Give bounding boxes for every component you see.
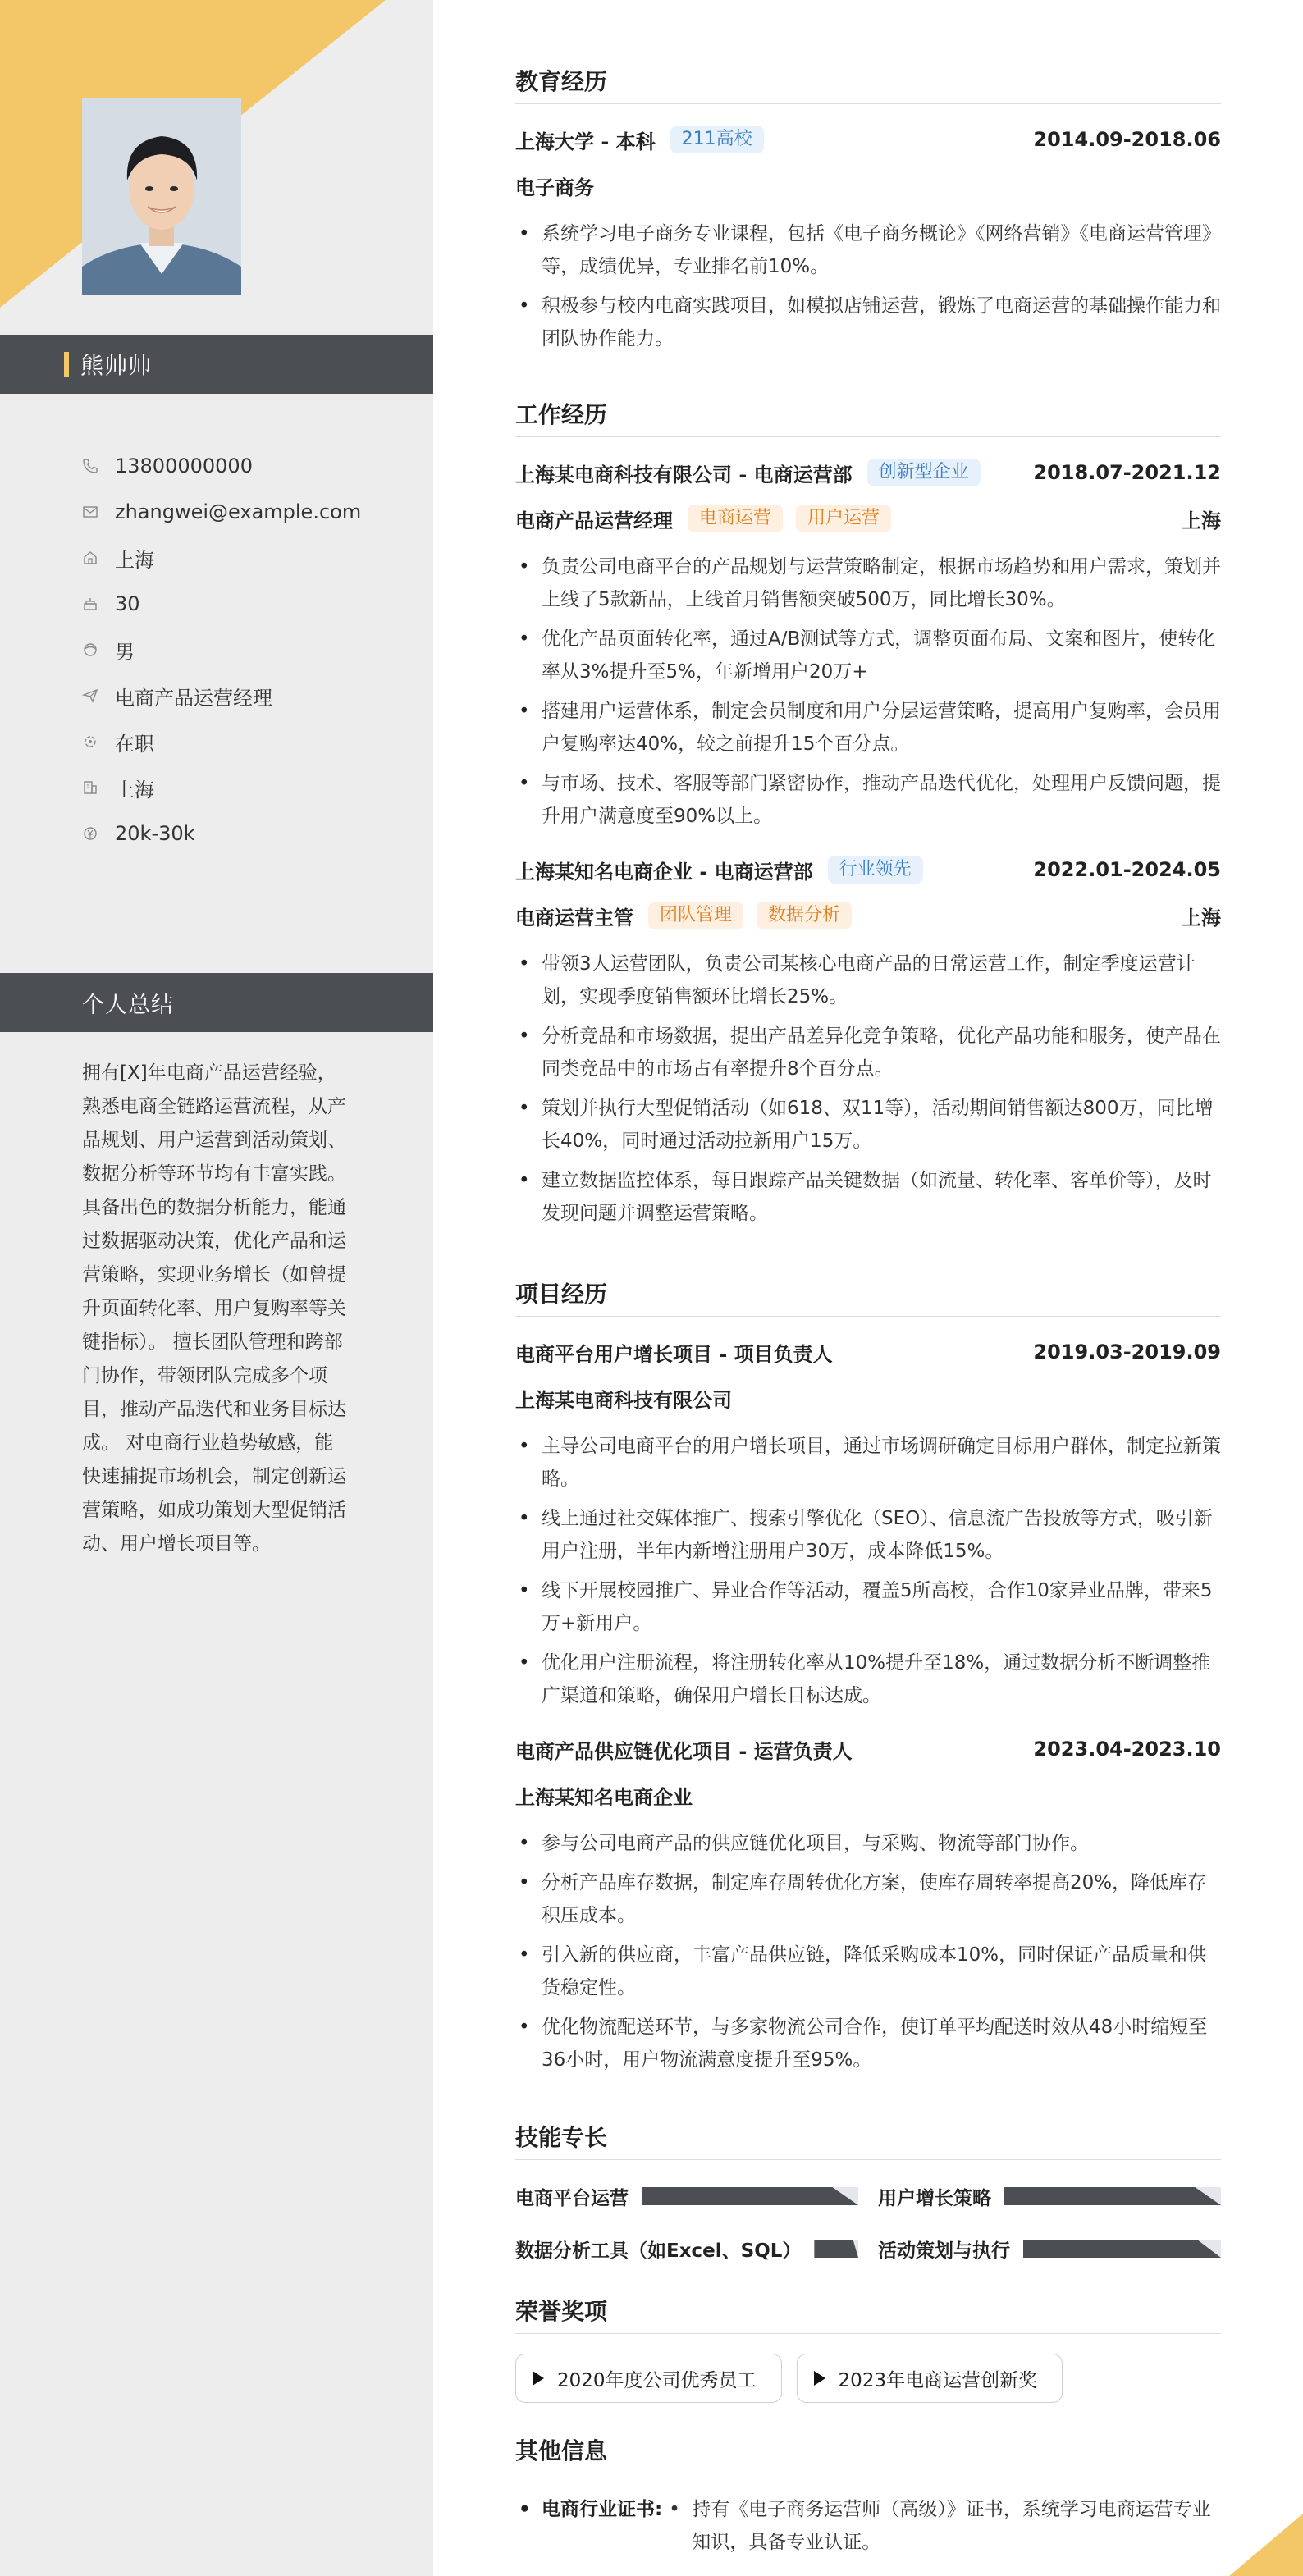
salary-icon bbox=[82, 825, 98, 842]
skill-item bbox=[878, 2232, 1221, 2265]
contact-list bbox=[82, 443, 410, 856]
list-item: • 引入新的供应商，丰富产品供应链，降低采购成本10%，同时保证产品质量和供货稳定性。 bbox=[515, 1939, 1221, 2004]
job-2-role-tag-1: 团队管理 bbox=[648, 902, 743, 929]
project-2-org: 上海某知名电商企业 bbox=[515, 1785, 693, 1809]
project-1-org-row bbox=[515, 1382, 1221, 1414]
gender-icon bbox=[82, 642, 98, 658]
job-1-date: 2018.07-2021.12 bbox=[1033, 461, 1221, 484]
education-head bbox=[515, 124, 1221, 155]
skills-section bbox=[515, 2120, 1221, 2265]
skill-name: 活动策划与执行 bbox=[878, 2240, 1010, 2262]
contact-email-text: zhangwei@example.com bbox=[115, 500, 362, 523]
building-icon bbox=[82, 779, 98, 796]
list-item: • 搭建用户运营体系，制定会员制度和用户分层运营策略，提高用户复购率，会员用户复购率达40%，较之前提升15个百分点。 bbox=[515, 695, 1221, 760]
skill-bar-fill bbox=[1004, 2187, 1221, 2205]
contact-city-text: 上海 bbox=[115, 778, 154, 802]
contact-phone-text: 13800000000 bbox=[115, 454, 253, 477]
job-2-role-row bbox=[515, 900, 1221, 931]
education-bullets bbox=[515, 217, 1221, 355]
contact-position-text: 电商产品运营经理 bbox=[115, 686, 272, 710]
project-1-org: 上海某电商科技有限公司 bbox=[515, 1388, 732, 1412]
contact-phone bbox=[82, 443, 410, 489]
job-1-bullets bbox=[515, 550, 1221, 833]
awards-title: 荣誉奖项 bbox=[515, 2294, 1221, 2334]
contact-email bbox=[82, 489, 410, 535]
contact-salary-text: 20k-30k bbox=[115, 822, 195, 845]
contact-status-text: 在职 bbox=[115, 732, 154, 756]
skill-bar bbox=[814, 2240, 858, 2258]
contact-location bbox=[82, 535, 410, 581]
list-item: • 参与公司电商产品的供应链优化项目，与采购、物流等部门协作。 bbox=[515, 1827, 1221, 1860]
job-entry-1 bbox=[515, 457, 1221, 833]
skill-bar-fill bbox=[814, 2240, 858, 2258]
education-section bbox=[515, 64, 1221, 362]
mail-icon bbox=[82, 504, 98, 520]
contact-position bbox=[82, 673, 410, 719]
job-2-role: 电商运营主管 bbox=[515, 906, 633, 929]
play-icon bbox=[533, 2371, 544, 2386]
cake-icon bbox=[82, 596, 98, 612]
work-section bbox=[515, 397, 1221, 1236]
job-2-role-tag-2: 数据分析 bbox=[757, 902, 852, 929]
job-1-city: 上海 bbox=[1182, 509, 1221, 532]
list-item: • 优化物流配送环节，与多家物流公司合作，使订单平均配送时效从48小时缩短至36小时，用户物流满意度提升至95%。 bbox=[515, 2011, 1221, 2076]
skill-bar-fill bbox=[642, 2187, 858, 2205]
job-1-head bbox=[515, 457, 1221, 488]
project-1-head bbox=[515, 1336, 1221, 1368]
education-major: 电子商务 bbox=[515, 176, 594, 199]
project-2-org-row bbox=[515, 1779, 1221, 1811]
summary-title: 个人总结 bbox=[82, 992, 174, 1018]
skill-item bbox=[515, 2232, 858, 2265]
contact-location-text: 上海 bbox=[115, 548, 154, 572]
contact-salary bbox=[82, 811, 410, 856]
project-2-date: 2023.04-2023.10 bbox=[1033, 1738, 1221, 1761]
phone-icon bbox=[82, 458, 98, 474]
list-item: • 带领3人运营团队，负责公司某核心电商产品的日常运营工作，制定季度运营计划，实现季度销售额环比增长25%。 bbox=[515, 948, 1221, 1013]
send-icon bbox=[82, 687, 98, 704]
project-1-name: 电商平台用户增长项目 - 项目负责人 bbox=[515, 1342, 833, 1366]
list-item: • 负责公司电商平台的产品规划与运营策略制定，根据市场趋势和用户需求，策划并上线了5款新品，上线首月销售额突破500万，同比增长30%。 bbox=[515, 550, 1221, 616]
skill-name: 电商平台运营 bbox=[515, 2187, 629, 2209]
list-item: • 主导公司电商平台的用户增长项目，通过市场调研确定目标用户群体，制定拉新策略。 bbox=[515, 1430, 1221, 1496]
list-item: • 线下开展校园推广、异业合作等活动，覆盖5所高校，合作10家异业品牌，带来5万+新用户。 bbox=[515, 1574, 1221, 1640]
education-title: 教育经历 bbox=[515, 64, 1221, 104]
status-icon bbox=[82, 733, 98, 750]
other-row bbox=[515, 2493, 1221, 2559]
skill-name: 数据分析工具（如Excel、SQL） bbox=[515, 2240, 802, 2262]
play-icon bbox=[814, 2371, 825, 2386]
contact-city bbox=[82, 765, 410, 811]
award-label: 2020年度公司优秀员工 bbox=[557, 2369, 757, 2391]
skill-item bbox=[515, 2180, 858, 2213]
job-1-company-tag: 创新型企业 bbox=[867, 459, 981, 486]
education-date: 2014.09-2018.06 bbox=[1033, 128, 1221, 151]
summary-text: 拥有[X]年电商产品运营经验，熟悉电商全链路运营流程，从产品规划、用户运营到活动策划、数据分析等环节均有丰富实践。 具备出色的数据分析能力，能通过数据驱动决策，优化产品和运营策略，实现业务增长（如曾提升页面转化率、用户复购率等关键指标）。 擅长团队管理和跨部门协作，带领团队完成多个项目，推动产品迭代和业务目标达成。 对电商行业趋势敏感，能快速捕捉市场机会，制定创新运营策略，如成功策划大型促销活动、用户增长项目等。 bbox=[82, 1062, 346, 1555]
sidebar bbox=[0, 0, 433, 2576]
job-2-bullets bbox=[515, 948, 1221, 1230]
candidate-name: 熊帅帅 bbox=[80, 352, 153, 379]
list-item: • 分析竞品和市场数据，提出产品差异化竞争策略，优化产品功能和服务，使产品在同类竞品中的市场占有率提升8个百分点。 bbox=[515, 1020, 1221, 1085]
list-item: • 建立数据监控体系，每日跟踪产品关键数据（如流量、转化率、客单价等），及时发现问题并调整运营策略。 bbox=[515, 1164, 1221, 1230]
contact-gender-text: 男 bbox=[115, 640, 135, 664]
list-item: • 分析产品库存数据，制定库存周转优化方案，使库存周转率提高20%，降低库存积压成本。 bbox=[515, 1866, 1221, 1932]
skill-bar bbox=[642, 2187, 858, 2205]
other-label: • 电商行业证书: bbox=[515, 2493, 662, 2526]
summary-header bbox=[0, 973, 433, 1032]
home-icon bbox=[82, 550, 98, 566]
other-title: 其他信息 bbox=[515, 2433, 1221, 2473]
projects-section bbox=[515, 1277, 1221, 2083]
name-accent bbox=[64, 352, 69, 377]
list-item: • 与市场、技术、客服等部门紧密协作，推动产品迭代优化，处理用户反馈问题，提升用户满意度至90%以上。 bbox=[515, 767, 1221, 833]
list-item: • 积极参与校内电商实践项目，如模拟店铺运营，锻炼了电商运营的基础操作能力和团队协作能力。 bbox=[515, 290, 1221, 355]
project-1-date: 2019.03-2019.09 bbox=[1033, 1341, 1221, 1363]
job-2-city: 上海 bbox=[1182, 906, 1221, 929]
avatar-portrait bbox=[82, 98, 241, 295]
list-item: • 系统学习电子商务专业课程，包括《电子商务概论》《网络营销》《电商运营管理》等，成绩优异，专业排名前10%。 bbox=[515, 217, 1221, 283]
other-text: • 持有《电子商务运营师（高级）》证书，系统学习电商运营专业知识，具备专业认证。 bbox=[662, 2493, 1221, 2559]
job-1-role: 电商产品运营经理 bbox=[515, 509, 673, 532]
skills-title: 技能专长 bbox=[515, 2120, 1221, 2160]
job-2-company-tag: 行业领先 bbox=[828, 856, 923, 884]
project-entry-1 bbox=[515, 1336, 1221, 1712]
list-item: • 优化用户注册流程，将注册转化率从10%提升至18%，通过数据分析不断调整推广渠道和策略，确保用户增长目标达成。 bbox=[515, 1647, 1221, 1712]
job-2-company: 上海某知名电商企业 - 电商运营部 bbox=[515, 860, 813, 884]
contact-age bbox=[82, 581, 410, 627]
education-tag: 211高校 bbox=[670, 126, 764, 153]
skill-bar-fill bbox=[1023, 2240, 1221, 2258]
job-2-head bbox=[515, 854, 1221, 885]
job-1-company: 上海某电商科技有限公司 - 电商运营部 bbox=[515, 463, 853, 486]
award-chip bbox=[515, 2354, 782, 2403]
skill-item bbox=[878, 2180, 1221, 2213]
awards-section bbox=[515, 2294, 1221, 2403]
project-2-name: 电商产品供应链优化项目 - 运营负责人 bbox=[515, 1739, 853, 1763]
avatar bbox=[82, 98, 241, 295]
project-1-bullets bbox=[515, 1430, 1221, 1712]
list-item: • 线上通过社交媒体推广、搜索引擎优化（SEO）、信息流广告投放等方式，吸引新用户注册，半年内新增注册用户30万，成本降低15%。 bbox=[515, 1502, 1221, 1568]
job-entry-2 bbox=[515, 854, 1221, 1230]
work-title: 工作经历 bbox=[515, 397, 1221, 437]
project-entry-2 bbox=[515, 1733, 1221, 2076]
education-school: 上海大学 - 本科 bbox=[515, 130, 656, 153]
skills-grid bbox=[515, 2180, 1221, 2265]
other-section bbox=[515, 2433, 1221, 2559]
name-bar bbox=[0, 335, 433, 394]
skill-name: 用户增长策略 bbox=[878, 2187, 991, 2209]
project-2-bullets bbox=[515, 1827, 1221, 2076]
contact-age-text: 30 bbox=[115, 592, 140, 615]
contact-gender bbox=[82, 627, 410, 673]
skill-bar bbox=[1023, 2240, 1221, 2258]
contact-status bbox=[82, 719, 410, 765]
education-major-row bbox=[515, 170, 1221, 201]
skill-bar bbox=[1004, 2187, 1221, 2205]
projects-title: 项目经历 bbox=[515, 1277, 1221, 1317]
job-1-role-row bbox=[515, 503, 1221, 534]
award-chip bbox=[797, 2354, 1063, 2403]
award-label: 2023年电商运营创新奖 bbox=[838, 2369, 1038, 2391]
job-1-role-tag-2: 用户运营 bbox=[796, 505, 891, 532]
list-item: • 优化产品页面转化率，通过A/B测试等方式，调整页面布局、文案和图片，使转化率从3%提升至5%，年新增用户20万+ bbox=[515, 623, 1221, 688]
list-item: • 策划并执行大型促销活动（如618、双11等），活动期间销售额达800万，同比增长40%，同时通过活动拉新用户15万。 bbox=[515, 1092, 1221, 1158]
project-2-head bbox=[515, 1733, 1221, 1765]
corner-decoration-bottom bbox=[1229, 2514, 1303, 2576]
job-2-date: 2022.01-2024.05 bbox=[1033, 858, 1221, 881]
awards-list bbox=[515, 2354, 1221, 2403]
job-1-role-tag-1: 电商运营 bbox=[688, 505, 783, 532]
